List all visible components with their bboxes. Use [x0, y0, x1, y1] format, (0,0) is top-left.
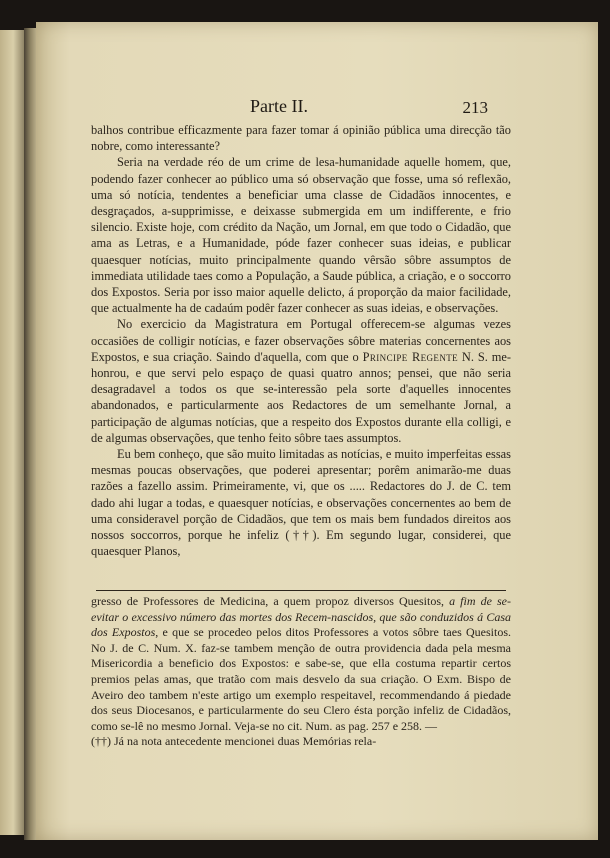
part-title: Parte II. — [250, 96, 308, 116]
footnote-text: gresso de Professores de Medicina, a quem propoz diversos Quesitos, — [91, 594, 450, 608]
footnotes — [91, 594, 511, 750]
paragraph-text: N. S. me-honrou, e que servi pelo espaço de quasi quatro annos; pensei, que não seria desagradavel a todos os que se-interessão pela sorte d'aquelles innocentes abandonados, e particularmente aos Redactores de um semelhante Jornal, a participação de algumas notícias, que a respeito dos Expostos durante ella colligi, e de algumas observações, que tenho feito sôbre taes assumptos. — [91, 349, 512, 445]
running-head — [36, 96, 598, 122]
footnote: (††) Já na nota antecedente mencionei duas Memórias rela- — [91, 734, 377, 749]
paragraph-text: No exercicio da Magistratura em Portugal offerecem-se algumas vezes occasiões de colligir notícias, e fazer observações sôbre materias concernentes aos Expostos, e sua criação. Saindo d'aquella, com que o — [91, 317, 511, 364]
paragraph: Seria na verdade réo de um crime de lesa-humanidade aquelle homem, que, podendo fazer conhecer ao público uma só observação que fosse, uma só reflexão, uma só notícia, tendentes a beneficiar uma classe de Cidadãos innocentes, e desgraçados, a-supprimisse, e deixasse submergida em um indifferente, e frio silencio. Existe hoje, com crédito da Nação, um Jornal, em que todo o Cidadão, que ama as Letras, e a Humanidade, póde fazer conhecer suas ideias, e publicar quaesquer notícias, muito principalmente quando vêrsão sôbre assumptos de immediata utilidade taes como a População, a Saude pública, a criação, e o soccorro dos Expostos. Seria por isso maior aquelle delicto, á proporção da maior facilidade, que actualmente ha de cadaúm podêr fazer conhecer as suas ideias, e observações. — [91, 155, 511, 316]
footnote-italic: a fim de se-evitar o excessivo número das mortes dos Recem-nascidos, que são conduzidos á Casa dos Expostos — [91, 594, 511, 640]
paragraph — [91, 316, 511, 446]
footnote-continued — [91, 594, 511, 734]
footnote-rule — [96, 590, 506, 591]
small-caps-title: Principe Regente — [362, 349, 459, 364]
paragraph: Eu bem conheço, que são muito limitadas as notícias, e muito imperfeitas essas mesmas poucas observações, que poderei apresentar; porêm animarão-me duas razões a fazello assim. Primeiramente, vi, que os ..... Redactores do J. de C. tem dado ahi lugar a todas, e quaesquer notícias, e observações concernentes ao bem de uma consideravel porção de Cidadãos, que tem os mais bem fundados direitos aos nossos soccorros, porque he infeliz (††). Em segundo lugar, considerei, que quaesquer Planos, — [91, 447, 511, 559]
footnote-text: , e que se procedeo pelos ditos Professores a votos sôbre taes Quesitos. No J. de C. Num. X. faz-se tambem menção de outra providencia dada pela mesma Misericordia a beneficio dos Expostos: e sabe-se, que ella costuma repartir certos premios pelas amas, que tratão com mais desvelo da sua criação. O Exm. Bispo de Aveiro deo tambem n'este artigo um exemplo respeitavel, recommendando á piedade dos seus Diocesanos, e particularmente do seu Clero ésta porção infeliz de Cidadãos, como se-lê no mesmo Jornal. Veja-se no cit. Num. as pag. 257 e 258. — — [91, 625, 512, 733]
book-page — [36, 22, 598, 840]
main-text — [91, 122, 511, 559]
facing-page-edge — [0, 30, 24, 835]
paragraph-continued: balhos contribue efficazmente para fazer tomar á opinião pública uma direcção tão nobre, como interessante? — [91, 123, 511, 154]
page-number: 213 — [462, 98, 488, 117]
